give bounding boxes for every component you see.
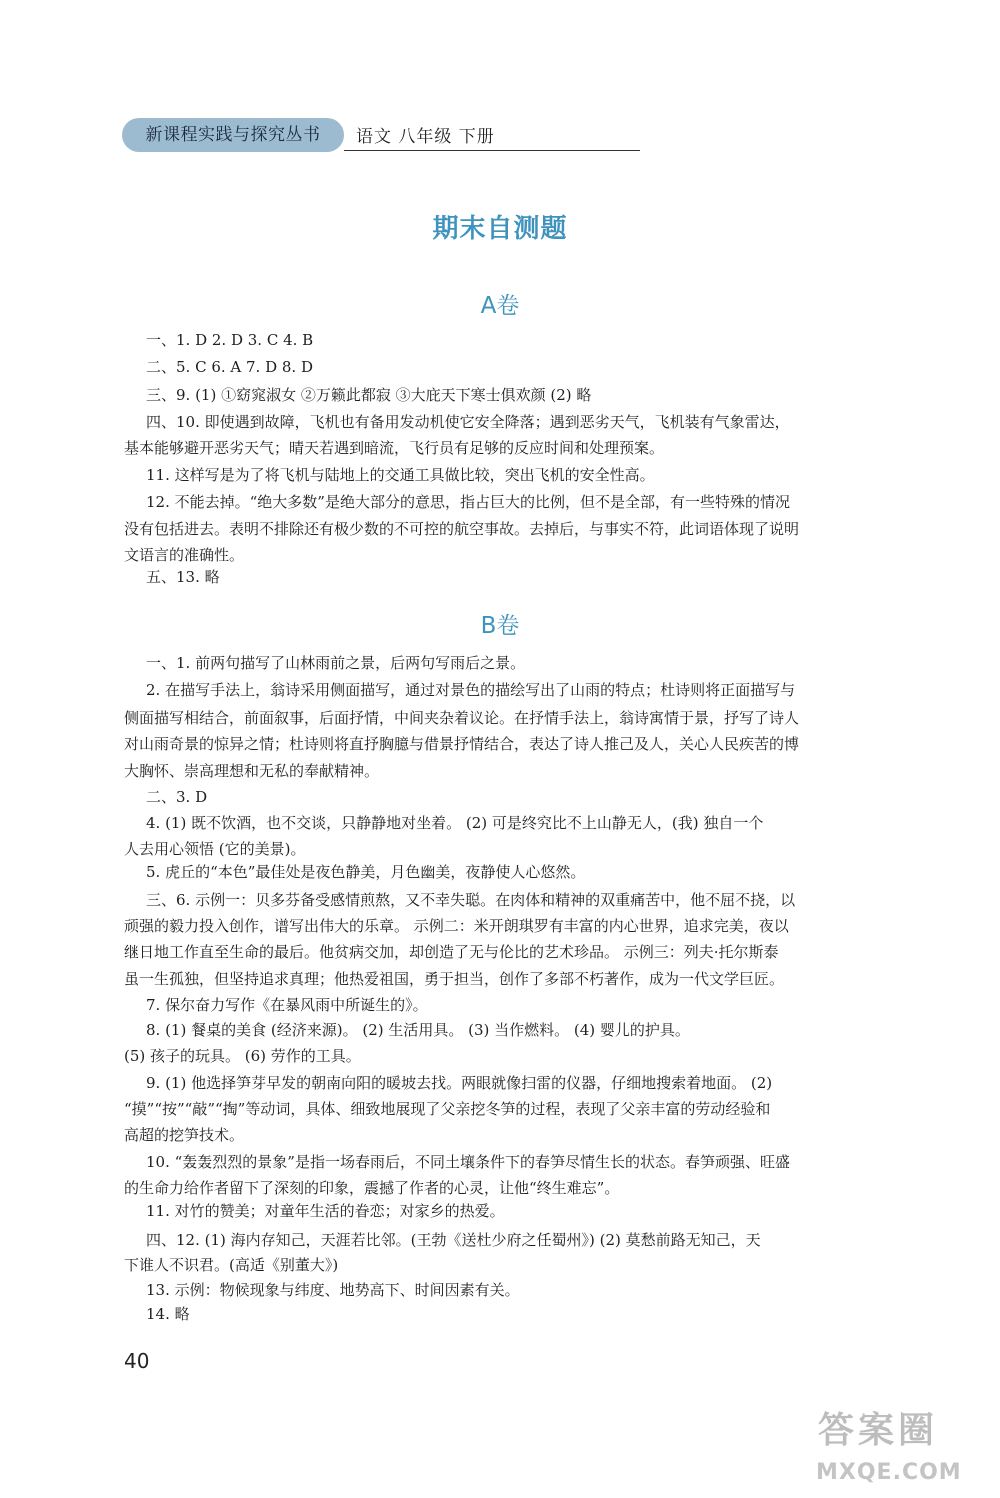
answer-line: “摸”“按”“敲”“掏”等动词，具体、细致地展现了父亲挖冬笋的过程，表现了父亲丰富的劳动经验和	[124, 1100, 771, 1118]
answer-line: 11. 对竹的赞美；对童年生活的眷恋；对家乡的热爱。	[146, 1202, 505, 1220]
header-rule	[344, 150, 640, 151]
answer-line: 11. 这样写是为了将飞机与陆地上的交通工具做比较，突出飞机的安全性高。	[146, 466, 655, 484]
watermark-logo	[812, 1402, 992, 1494]
answer-line: 三、6. 示例一：贝多芬备受感情煎熬，又不幸失聪。在肉体和精神的双重痛苦中，他不屈不挠，以	[146, 891, 796, 909]
answer-line: 三、9. (1) ①窈窕淑女 ②万籁此都寂 ③大庇天下寒士俱欢颜 (2) 略	[146, 386, 592, 404]
watermark-glyphs: 答案圈	[818, 1410, 939, 1451]
answer-line: 二、3. D	[146, 788, 208, 806]
answer-line: 8. (1) 餐桌的美食 (经济来源)。 (2) 生活用具。 (3) 当作燃料。 (4) 婴儿的护具。	[146, 1021, 690, 1039]
answer-line: 大胸怀、崇高理想和无私的奉献精神。	[124, 762, 380, 780]
answer-line: 四、12. (1) 海内存知己，天涯若比邻。(王勃《送杜少府之任蜀州》) (2) 莫愁前路无知己，天	[146, 1231, 761, 1249]
answer-line: 侧面描写相结合，前面叙事，后面抒情，中间夹杂着议论。在抒情手法上，翁诗寓情于景，抒写了诗人	[124, 709, 800, 727]
page-number: 40	[124, 1349, 150, 1373]
answer-line: 高超的挖笋技术。	[124, 1126, 245, 1144]
answer-line: 的生命力给作者留下了深刻的印象，震撼了作者的心灵，让他“终生难忘”。	[124, 1179, 620, 1197]
answer-line: 5. 虎丘的“本色”最佳处是夜色静美，月色幽美，夜静使人心悠然。	[146, 863, 586, 881]
section-a-heading: A卷	[480, 293, 520, 319]
answer-line: 14. 略	[146, 1305, 190, 1323]
answer-line: 二、5. C 6. A 7. D 8. D	[146, 358, 313, 376]
answer-line: (5) 孩子的玩具。 (6) 劳作的工具。	[124, 1047, 361, 1065]
answer-line: 2. 在描写手法上，翁诗采用侧面描写，通过对景色的描绘写出了山雨的特点；杜诗则将正面描写与	[146, 681, 796, 699]
answer-line: 四、10. 即使遇到故障，飞机也有备用发动机使它安全降落；遇到恶劣天气，飞机装有气象雷达，	[146, 413, 790, 431]
answer-line: 顽强的毅力投入创作，谱写出伟大的乐章。 示例二：米开朗琪罗有丰富的内心世界，追求完美，夜以	[124, 917, 789, 935]
answer-line: 继日地工作直至生命的最后。他贫病交加，却创造了无与伦比的艺术珍品。 示例三：列夫·托尔斯泰	[124, 943, 779, 961]
watermark-url: MXQE.COM	[816, 1460, 962, 1485]
answer-line: 一、1. D 2. D 3. C 4. B	[146, 331, 314, 349]
answer-line: 没有包括进去。表明不排除还有极少数的不可控的航空事故。去掉后，与事实不符，此词语体现了说明	[124, 520, 800, 538]
answer-line: 4. (1) 既不饮酒，也不交谈，只静静地对坐着。 (2) 可是终究比不上山静无人，(我) 独自一个	[146, 814, 764, 832]
section-b-heading: B卷	[480, 613, 520, 639]
answer-line: 文语言的准确性。	[124, 546, 245, 564]
answer-line: 9. (1) 他选择笋芽早发的朝南向阳的暖坡去找。两眼就像扫雷的仪器，仔细地搜索着地面。 (2)	[146, 1074, 773, 1092]
answer-line: 五、13. 略	[146, 568, 220, 586]
answer-line: 人去用心领悟 (它的美景)。	[124, 840, 306, 858]
page-title: 期末自测题	[432, 214, 568, 244]
answer-line: 10. “轰轰烈烈的景象”是指一场春雨后，不同土壤条件下的春笋尽情生长的状态。春笋顽强、旺盛	[146, 1153, 790, 1171]
book-info: 语文 八年级 下册	[356, 127, 495, 147]
answer-line: 一、1. 前两句描写了山林雨前之景，后两句写雨后之景。	[146, 654, 526, 672]
answer-line: 13. 示例：物候现象与纬度、地势高下、时间因素有关。	[146, 1281, 520, 1299]
answer-line: 虽一生孤独，但坚持追求真理；他热爱祖国，勇于担当，创作了多部不朽著作，成为一代文学巨匠。	[124, 970, 785, 988]
answer-line: 12. 不能去掉。“绝大多数”是绝大部分的意思，指占巨大的比例，但不是全部，有一些特殊的情况	[146, 493, 790, 511]
book-header	[122, 118, 522, 154]
series-badge: 新课程实践与探究丛书	[122, 118, 344, 152]
answer-line: 基本能够避开恶劣天气；晴天若遇到暗流，飞行员有足够的反应时间和处理预案。	[124, 439, 665, 457]
answer-line: 7. 保尔奋力写作《在暴风雨中所诞生的》。	[146, 996, 428, 1014]
answer-line: 下谁人不识君。(高适《别董大》)	[124, 1256, 339, 1274]
answer-line: 对山雨奇景的惊异之情；杜诗则将直抒胸臆与借景抒情结合，表达了诗人推己及人，关心人民疾苦的博	[124, 735, 800, 753]
